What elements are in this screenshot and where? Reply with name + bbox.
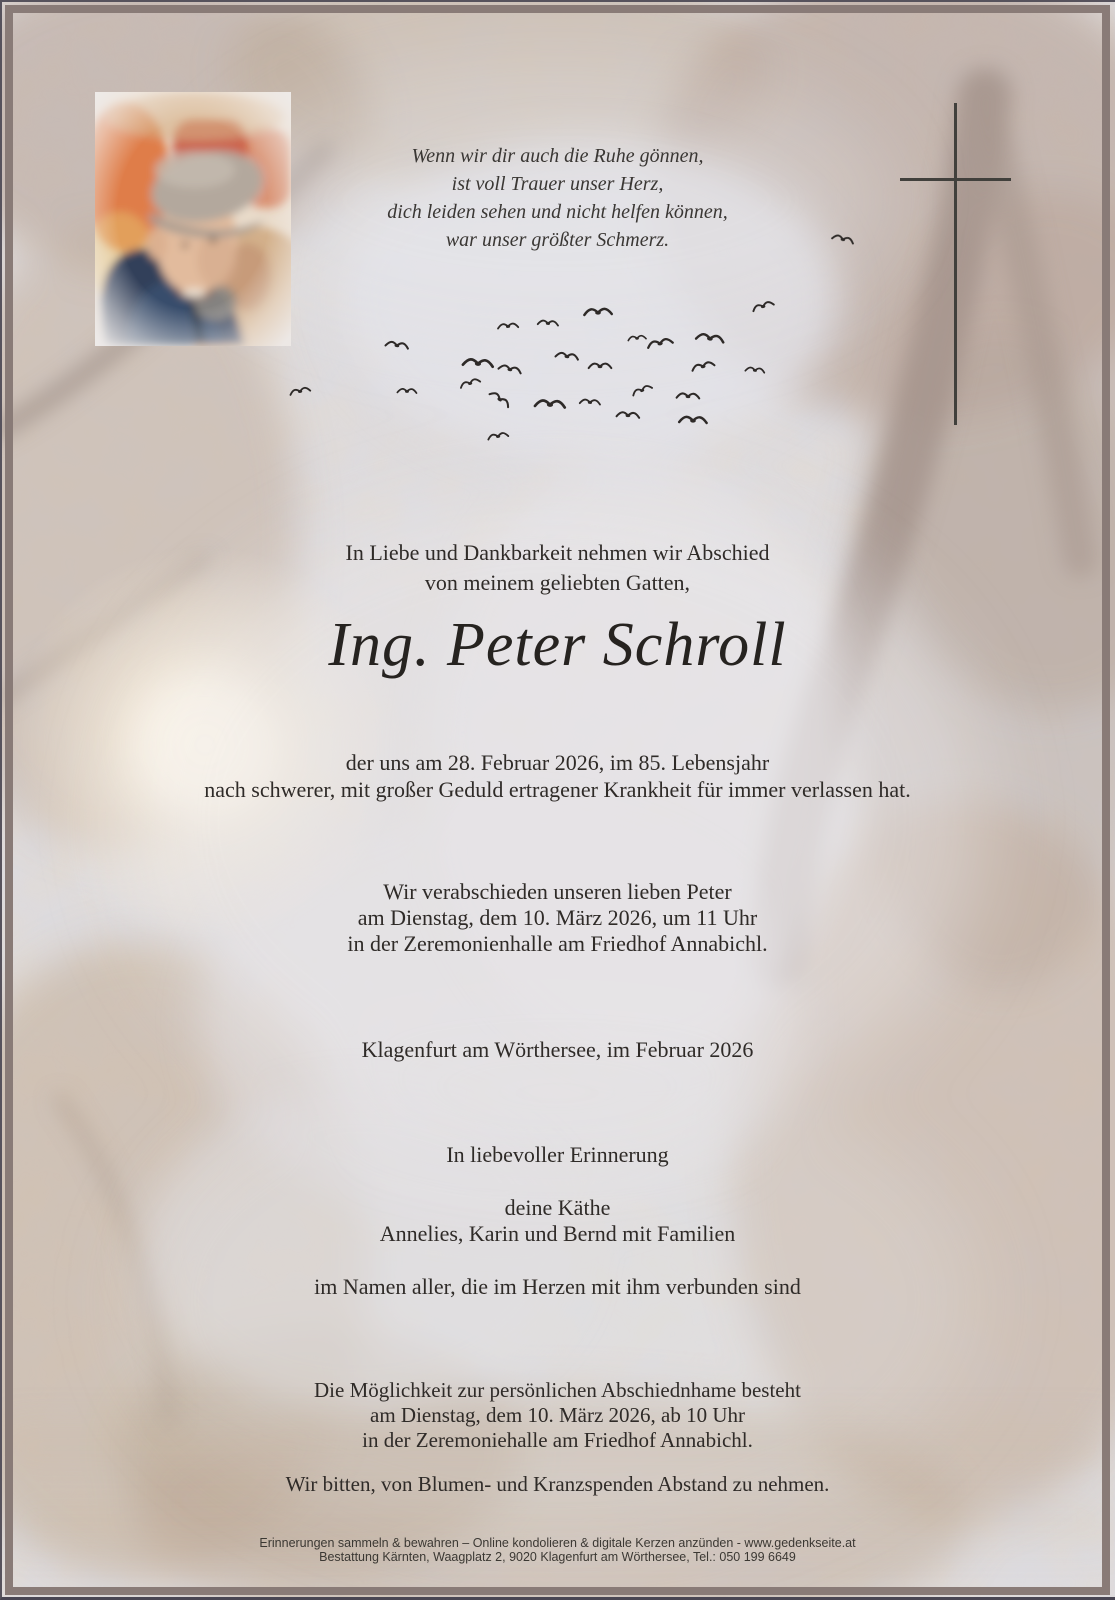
passing-text: [0, 749, 1115, 803]
farewell-line: in der Zeremonienhalle am Friedhof Annabichl.: [347, 931, 768, 956]
bird-icon: [744, 364, 766, 376]
bird-icon: [461, 354, 494, 371]
bird-icon: [615, 408, 640, 421]
intro-line: In Liebe und Dankbarkeit nehmen wir Abschied: [345, 540, 770, 565]
bird-icon: [537, 317, 560, 329]
poem-line: ist voll Trauer unser Herz,: [451, 173, 664, 195]
intro-text: [0, 538, 1115, 598]
poem-line: Wenn wir dir auch die Ruhe gönnen,: [411, 145, 704, 167]
farewell-text: [0, 879, 1115, 957]
bird-icon: [533, 396, 566, 413]
footer-line: Bestattung Kärnten, Waagplatz 2, 9020 Klagenfurt am Wörthersee, Tel.: 050 199 6649: [319, 1549, 796, 1564]
footer-line: Erinnerungen sammeln & bewahren – Online kondolieren & digitale Kerzen anzünden - www.gedenkseite.at: [259, 1536, 856, 1550]
family-line: Annelies, Karin und Bernd mit Familien: [379, 1221, 736, 1246]
poem-line: dich leiden sehen und nicht helfen können,: [387, 201, 728, 223]
passing-line: nach schwerer, mit großer Geduld ertragener Krankheit für immer verlassen hat.: [204, 777, 911, 802]
poem: [0, 142, 1115, 254]
family-line: deine Käthe: [504, 1195, 611, 1220]
farewell-line: Wir verabschieden unseren lieben Peter: [383, 879, 732, 904]
passing-line: der uns am 28. Februar 2026, im 85. Lebensjahr: [345, 750, 770, 775]
bird-icon: [583, 305, 613, 320]
poem-line: war unser größter Schmerz.: [445, 229, 670, 251]
viewing-line: Die Möglichkeit zur persönlichen Abschiednhame besteht: [314, 1378, 801, 1402]
farewell-line: am Dienstag, dem 10. März 2026, um 11 Uhr: [357, 905, 758, 930]
bird-icon: [396, 386, 417, 396]
bird-icon: [678, 413, 708, 428]
funeral-home-footer: [0, 1537, 1115, 1564]
deceased-name: Ing. Peter Schroll: [328, 611, 787, 679]
intro-line: von meinem geliebten Gatten,: [424, 570, 691, 595]
bird-icon: [588, 360, 613, 371]
bird-icon: [497, 320, 520, 332]
viewing-info: [0, 1378, 1115, 1453]
flowers-request-line: Wir bitten, von Blumen- und Kranzspenden Abstand zu nehmen.: [285, 1472, 830, 1496]
place-date-line: Klagenfurt am Wörthersee, im Februar 2026: [361, 1037, 754, 1062]
viewing-line: in der Zeremoniehalle am Friedhof Annabichl.: [362, 1428, 753, 1452]
in-name-of-all-line: im Namen aller, die im Herzen mit ihm verbunden sind: [314, 1274, 801, 1299]
bird-icon: [579, 396, 602, 408]
bird-icon: [675, 390, 700, 402]
viewing-line: am Dienstag, dem 10. März 2026, ab 10 Uhr: [370, 1403, 745, 1427]
remembrance-heading: In liebevoller Erinnerung: [446, 1142, 669, 1167]
family-names: [0, 1195, 1115, 1247]
